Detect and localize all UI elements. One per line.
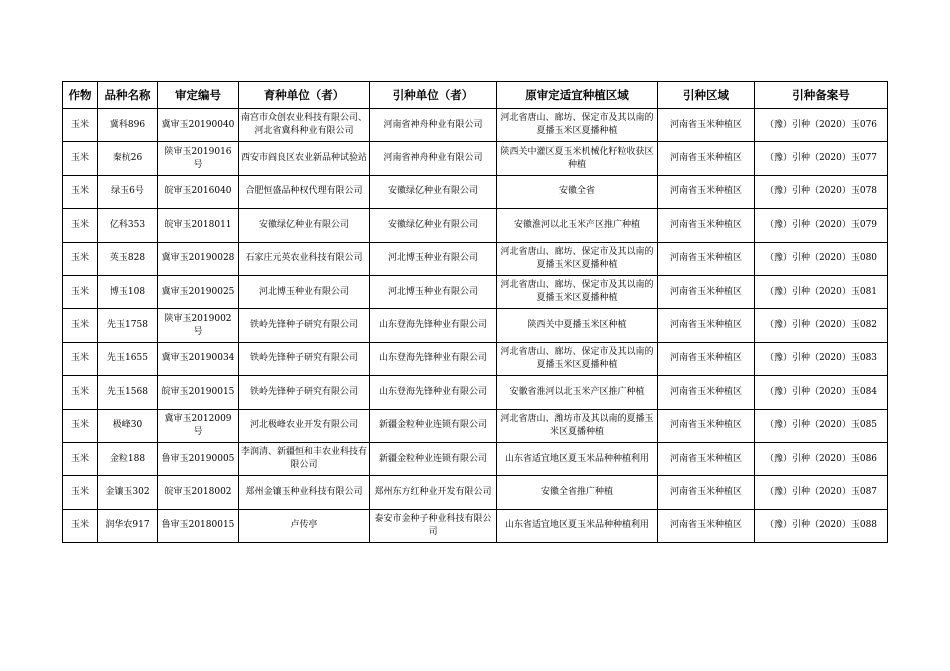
cell-introduction-area: 河南省玉米种植区	[658, 309, 755, 342]
table-row	[63, 409, 888, 442]
cell-variety-name: 金粒188	[98, 442, 158, 475]
table-row	[63, 242, 888, 275]
cell-registration-number: （豫）引种（2020）玉077	[755, 142, 888, 175]
header-variety-name: 品种名称	[98, 82, 158, 109]
cell-introduction-unit: 安徽绿亿种业有限公司	[370, 209, 497, 242]
cell-breeding-unit: 铁岭先锋种子研究有限公司	[239, 376, 370, 409]
table-row	[63, 342, 888, 375]
cell-breeding-unit: 郑州金镶玉种业科技有限公司	[239, 476, 370, 509]
cell-approval-number: 皖审玉2016040	[158, 175, 239, 208]
table-row	[63, 476, 888, 509]
cell-introduction-unit: 河南省神舟种业有限公司	[370, 109, 497, 142]
cell-crop: 玉米	[63, 109, 98, 142]
header-approval-number: 审定编号	[158, 82, 239, 109]
cell-introduction-unit: 山东登海先锋种业有限公司	[370, 376, 497, 409]
cell-breeding-unit: 铁岭先锋种子研究有限公司	[239, 309, 370, 342]
table-body	[63, 109, 888, 543]
cell-introduction-unit: 新疆金粒种业连锁有限公司	[370, 409, 497, 442]
cell-introduction-area: 河南省玉米种植区	[658, 242, 755, 275]
cell-breeding-unit: 南宫市众创农业科技有限公司、河北省冀科种业有限公司	[239, 109, 370, 142]
cell-introduction-area: 河南省玉米种植区	[658, 509, 755, 542]
cell-breeding-unit: 卢传亭	[239, 509, 370, 542]
table-row	[63, 175, 888, 208]
cell-introduction-area: 河南省玉米种植区	[658, 275, 755, 308]
cell-variety-name: 博玉108	[98, 275, 158, 308]
cell-introduction-unit: 泰安市金种子种业科技有限公司	[370, 509, 497, 542]
cell-crop: 玉米	[63, 509, 98, 542]
cell-approval-number: 鲁审玉20190005	[158, 442, 239, 475]
cell-variety-name: 秦杭26	[98, 142, 158, 175]
cell-approval-number: 皖审玉20190015	[158, 376, 239, 409]
cell-crop: 玉米	[63, 142, 98, 175]
cell-registration-number: （豫）引种（2020）玉080	[755, 242, 888, 275]
cell-breeding-unit: 安徽绿亿种业有限公司	[239, 209, 370, 242]
cell-introduction-area: 河南省玉米种植区	[658, 109, 755, 142]
cell-introduction-unit: 郑州东方红种业开发有限公司	[370, 476, 497, 509]
cell-registration-number: （豫）引种（2020）玉087	[755, 476, 888, 509]
cell-approval-number: 冀审玉20190028	[158, 242, 239, 275]
header-original-suitable-area: 原审定适宜种植区域	[497, 82, 658, 109]
header-breeding-unit: 育种单位（者）	[239, 82, 370, 109]
cell-crop: 玉米	[63, 342, 98, 375]
header-introduction-area: 引种区域	[658, 82, 755, 109]
cell-breeding-unit: 铁岭先锋种子研究有限公司	[239, 342, 370, 375]
cell-introduction-area: 河南省玉米种植区	[658, 409, 755, 442]
cell-introduction-unit: 河南省神舟种业有限公司	[370, 142, 497, 175]
cell-original-suitable-area: 河北省唐山、廊坊、保定市及其以南的夏播玉米区夏播种植	[497, 242, 658, 275]
cell-crop: 玉米	[63, 275, 98, 308]
header-registration-number: 引种备案号	[755, 82, 888, 109]
cell-original-suitable-area: 河北省唐山、廊坊、保定市及其以南的夏播玉米区夏播种植	[497, 109, 658, 142]
cell-original-suitable-area: 安徽全省	[497, 175, 658, 208]
cell-registration-number: （豫）引种（2020）玉079	[755, 209, 888, 242]
cell-original-suitable-area: 山东省适宜地区夏玉米品种种植利用	[497, 442, 658, 475]
table-row	[63, 442, 888, 475]
cell-original-suitable-area: 安徽淮河以北玉米产区推广种植	[497, 209, 658, 242]
cell-crop: 玉米	[63, 209, 98, 242]
cell-approval-number: 皖审玉2018011	[158, 209, 239, 242]
table-row	[63, 209, 888, 242]
cell-crop: 玉米	[63, 409, 98, 442]
cell-original-suitable-area: 河北省唐山、潍坊市及其以南的夏播玉米区夏播种植	[497, 409, 658, 442]
cell-introduction-unit: 山东登海先锋种业有限公司	[370, 309, 497, 342]
cell-original-suitable-area: 陕西关中夏播玉米区种植	[497, 309, 658, 342]
cell-introduction-area: 河南省玉米种植区	[658, 476, 755, 509]
cell-introduction-unit: 安徽绿亿种业有限公司	[370, 175, 497, 208]
cell-approval-number: 皖审玉2018002	[158, 476, 239, 509]
cell-variety-name: 冀科896	[98, 109, 158, 142]
seed-registration-table	[62, 81, 888, 543]
cell-registration-number: （豫）引种（2020）玉088	[755, 509, 888, 542]
cell-approval-number: 冀审玉20190040	[158, 109, 239, 142]
cell-introduction-unit: 山东登海先锋种业有限公司	[370, 342, 497, 375]
cell-breeding-unit: 河北博玉种业有限公司	[239, 275, 370, 308]
table-header-row	[63, 82, 888, 109]
cell-variety-name: 英玉828	[98, 242, 158, 275]
cell-variety-name: 先玉1655	[98, 342, 158, 375]
cell-registration-number: （豫）引种（2020）玉083	[755, 342, 888, 375]
cell-introduction-area: 河南省玉米种植区	[658, 342, 755, 375]
table-row	[63, 376, 888, 409]
cell-original-suitable-area: 河北省唐山、廊坊、保定市及其以南的夏播玉米区夏播种植	[497, 342, 658, 375]
cell-registration-number: （豫）引种（2020）玉082	[755, 309, 888, 342]
cell-original-suitable-area: 河北省唐山、廊坊、保定市及其以南的夏播玉米区夏播种植	[497, 275, 658, 308]
cell-introduction-area: 河南省玉米种植区	[658, 209, 755, 242]
cell-breeding-unit: 西安市阎良区农业新品种试验站	[239, 142, 370, 175]
header-introduction-unit: 引种单位（者）	[370, 82, 497, 109]
cell-variety-name: 亿科353	[98, 209, 158, 242]
cell-breeding-unit: 石家庄元英农业科技有限公司	[239, 242, 370, 275]
cell-crop: 玉米	[63, 309, 98, 342]
cell-approval-number: 冀审玉2012009号	[158, 409, 239, 442]
cell-original-suitable-area: 陕西关中灌区夏玉米机械化籽粒收获区种植	[497, 142, 658, 175]
cell-original-suitable-area: 安徽全省推广种植	[497, 476, 658, 509]
cell-registration-number: （豫）引种（2020）玉085	[755, 409, 888, 442]
cell-introduction-unit: 新疆金粒种业连锁有限公司	[370, 442, 497, 475]
cell-approval-number: 陕审玉2019016号	[158, 142, 239, 175]
cell-original-suitable-area: 安徽省淮河以北玉米产区推广种植	[497, 376, 658, 409]
cell-variety-name: 润华农917	[98, 509, 158, 542]
cell-variety-name: 先玉1568	[98, 376, 158, 409]
cell-approval-number: 冀审玉20190034	[158, 342, 239, 375]
cell-crop: 玉米	[63, 476, 98, 509]
cell-breeding-unit: 李润清、新疆恒和丰农业科技有限公司	[239, 442, 370, 475]
cell-introduction-area: 河南省玉米种植区	[658, 142, 755, 175]
cell-introduction-area: 河南省玉米种植区	[658, 376, 755, 409]
cell-variety-name: 极峰30	[98, 409, 158, 442]
cell-introduction-area: 河南省玉米种植区	[658, 442, 755, 475]
cell-crop: 玉米	[63, 442, 98, 475]
header-crop: 作物	[63, 82, 98, 109]
cell-introduction-unit: 河北博玉种业有限公司	[370, 275, 497, 308]
cell-crop: 玉米	[63, 175, 98, 208]
table-row	[63, 309, 888, 342]
cell-registration-number: （豫）引种（2020）玉076	[755, 109, 888, 142]
cell-approval-number: 陕审玉2019002号	[158, 309, 239, 342]
table-row	[63, 109, 888, 142]
cell-approval-number: 鲁审玉20180015	[158, 509, 239, 542]
cell-variety-name: 先玉1758	[98, 309, 158, 342]
cell-registration-number: （豫）引种（2020）玉081	[755, 275, 888, 308]
table-row	[63, 142, 888, 175]
cell-registration-number: （豫）引种（2020）玉084	[755, 376, 888, 409]
cell-introduction-area: 河南省玉米种植区	[658, 175, 755, 208]
cell-crop: 玉米	[63, 242, 98, 275]
table-row	[63, 509, 888, 542]
cell-registration-number: （豫）引种（2020）玉078	[755, 175, 888, 208]
cell-breeding-unit: 合肥恒盛品种权代理有限公司	[239, 175, 370, 208]
cell-crop: 玉米	[63, 376, 98, 409]
cell-introduction-unit: 河北博玉种业有限公司	[370, 242, 497, 275]
cell-variety-name: 金镶玉302	[98, 476, 158, 509]
cell-variety-name: 绿玉6号	[98, 175, 158, 208]
cell-original-suitable-area: 山东省适宜地区夏玉米品种种植利用	[497, 509, 658, 542]
cell-breeding-unit: 河北极峰农业开发有限公司	[239, 409, 370, 442]
table-row	[63, 275, 888, 308]
cell-registration-number: （豫）引种（2020）玉086	[755, 442, 888, 475]
cell-approval-number: 冀审玉20190025	[158, 275, 239, 308]
